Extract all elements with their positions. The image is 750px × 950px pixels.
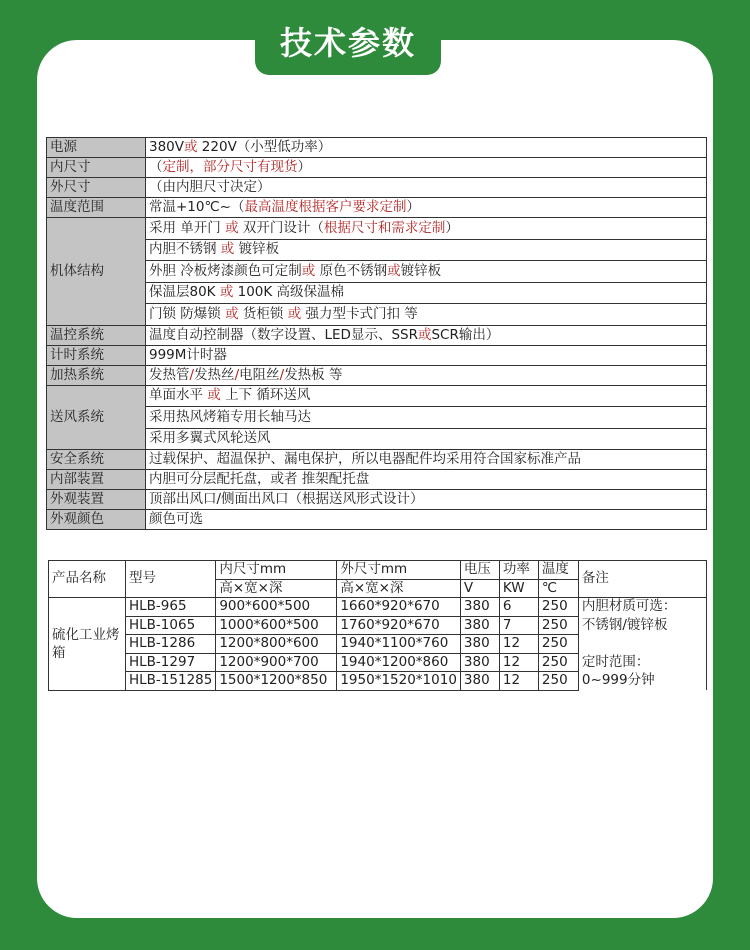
- outer-cell: 1660*920*670: [337, 598, 461, 617]
- spec-row: [47, 158, 707, 178]
- spec-row: [47, 385, 707, 407]
- model-cell: HLB-151285: [126, 672, 216, 691]
- value-text: SCR输出）: [431, 326, 500, 343]
- model-cell: HLB-965: [126, 598, 216, 617]
- value-text: 采用热风烤箱专用长轴马达: [149, 408, 311, 425]
- spec-value: [146, 178, 707, 198]
- spec-label: 内部装置: [47, 470, 146, 490]
- model-table: [48, 560, 707, 691]
- value-text: 原色不锈钢: [315, 262, 388, 279]
- spec-row: [47, 282, 707, 304]
- table-row: [49, 635, 707, 654]
- highlight-text: 根据尺寸和需求定制: [323, 219, 446, 236]
- value-text: 380V: [149, 139, 185, 155]
- spec-value: [146, 490, 707, 510]
- spec-row: [47, 261, 707, 283]
- value-text: 内胆不锈钢: [149, 241, 221, 258]
- spec-row: [47, 470, 707, 490]
- spec-value: [146, 385, 707, 407]
- table-row: [49, 616, 707, 635]
- model-cell: HLB-1065: [126, 616, 216, 635]
- value-text: 采用多翼式风轮送风: [149, 430, 271, 447]
- value-text: 双开门设计（: [238, 219, 324, 236]
- spec-row: [47, 510, 707, 530]
- value-text: 货柜锁: [238, 305, 288, 322]
- highlight-text: /: [189, 366, 195, 383]
- table-header-row: [49, 561, 707, 580]
- spec-label: 内尺寸: [47, 158, 146, 178]
- value-text: 内胆可分层配托盘，或者 推架配托盘: [149, 471, 370, 487]
- spec-label: 外观装置: [47, 490, 146, 510]
- spec-value: [146, 365, 707, 385]
- value-text: 999M计时器: [149, 346, 227, 363]
- spec-value: [146, 282, 707, 304]
- spec-value: [146, 428, 707, 450]
- voltage-cell: 380: [460, 616, 499, 635]
- highlight-text: 或: [225, 305, 239, 322]
- spec-value: [146, 470, 707, 490]
- value-text: ）: [445, 219, 459, 236]
- spec-value: [146, 407, 707, 429]
- value-text: 发热板 等: [284, 366, 343, 383]
- spec-value: [146, 261, 707, 283]
- inner-cell: 1500*1200*850: [216, 672, 337, 691]
- header-model: 型号: [126, 561, 216, 598]
- spec-row: [47, 178, 707, 198]
- highlight-text: 或: [219, 284, 234, 301]
- voltage-cell: 380: [460, 598, 499, 617]
- value-text: 发热丝: [194, 366, 235, 383]
- power-cell: 6: [499, 598, 538, 617]
- inner-cell: 900*600*500: [216, 598, 337, 617]
- inner-cell: 1000*600*500: [216, 616, 337, 635]
- temperature-cell: 250: [538, 653, 578, 672]
- value-text: 100K 高级保温棉: [233, 284, 345, 301]
- highlight-text: 或: [387, 262, 401, 279]
- header-product-name: 产品名称: [49, 561, 126, 598]
- highlight-text: 或: [220, 241, 235, 258]
- remark-cell: 定时范围：: [578, 653, 706, 672]
- value-text: 外胆 冷板烤漆颜色可定制: [149, 262, 302, 279]
- spec-value: [146, 138, 707, 158]
- spec-row: [47, 345, 707, 365]
- table-row: [49, 653, 707, 672]
- outer-cell: 1950*1520*1010: [337, 672, 461, 691]
- value-text: 过载保护、超温保护、漏电保护，所以电器配件均采用符合国家标准产品: [149, 451, 581, 467]
- highlight-text: 定制，部分尺寸有现货: [162, 159, 298, 175]
- highlight-text: 或: [184, 139, 198, 155]
- spec-value: [146, 304, 707, 326]
- spec-row: [47, 239, 707, 261]
- temperature-cell: 250: [538, 598, 578, 617]
- header-power: 功率: [499, 561, 538, 580]
- value-text: 常温+10℃~（: [149, 199, 245, 215]
- highlight-text: /: [279, 366, 285, 383]
- header-temperature: 温度: [538, 561, 578, 580]
- header-voltage: 电压: [460, 561, 499, 580]
- spec-label: 计时系统: [47, 345, 146, 365]
- value-text: 顶部出风口/侧面出风口（根据送风形式设计）: [149, 491, 424, 507]
- spec-row: [47, 218, 707, 240]
- spec-value: [146, 239, 707, 261]
- outer-cell: 1760*920*670: [337, 616, 461, 635]
- value-text: ）: [297, 159, 311, 175]
- voltage-cell: 380: [460, 653, 499, 672]
- highlight-text: 或: [225, 219, 239, 236]
- value-text: （由内胆尺寸决定）: [149, 179, 271, 195]
- spec-label: 安全系统: [47, 450, 146, 470]
- header-inner-size: 内尺寸mm: [216, 561, 337, 580]
- power-cell: 12: [499, 653, 538, 672]
- spec-row: [47, 304, 707, 326]
- spec-row: [47, 138, 707, 158]
- table-row: [49, 598, 707, 617]
- header-voltage-unit: V: [460, 579, 499, 598]
- inner-cell: 1200*800*600: [216, 635, 337, 654]
- temperature-cell: 250: [538, 672, 578, 691]
- highlight-text: 或: [417, 326, 432, 343]
- header-remarks: 备注: [578, 561, 706, 598]
- value-text: 门锁 防爆锁: [149, 305, 226, 322]
- header-inner-sub: 高×宽×深: [216, 579, 337, 598]
- power-cell: 12: [499, 672, 538, 691]
- outer-cell: 1940*1200*860: [337, 653, 461, 672]
- highlight-text: /: [234, 366, 240, 383]
- spec-label: 送风系统: [47, 385, 146, 450]
- spec-row: [47, 198, 707, 218]
- spec-table: [46, 137, 707, 530]
- inner-cell: 1200*900*700: [216, 653, 337, 672]
- highlight-text: 或: [287, 305, 302, 322]
- value-text: 颜色可选: [149, 511, 203, 527]
- spec-value: [146, 510, 707, 530]
- section-title-badge: 技术参数: [255, 12, 441, 75]
- spec-label: 外观颜色: [47, 510, 146, 530]
- spec-row: [47, 365, 707, 385]
- value-text: 强力型卡式门扣 等: [301, 305, 418, 322]
- highlight-text: 最高温度根据客户要求定制: [244, 199, 407, 215]
- spec-label: 外尺寸: [47, 178, 146, 198]
- power-cell: 12: [499, 635, 538, 654]
- spec-value: [146, 325, 707, 345]
- highlight-text: 或: [207, 387, 221, 404]
- value-text: 镀锌板: [400, 262, 442, 279]
- header-outer-size: 外尺寸mm: [337, 561, 461, 580]
- remark-cell: 不锈钢/镀锌板: [578, 616, 706, 635]
- model-cell: HLB-1297: [126, 653, 216, 672]
- remark-cell: 0~999分钟: [578, 672, 706, 691]
- remark-cell: 内胆材质可选：: [578, 598, 706, 617]
- spec-row: [47, 325, 707, 345]
- product-name-cell: 硫化工业烤 箱: [49, 598, 126, 691]
- spec-value: [146, 198, 707, 218]
- remark-cell: [578, 635, 706, 654]
- header-temperature-unit: ℃: [538, 579, 578, 598]
- value-text: 镀锌板: [234, 241, 280, 258]
- value-text: 上下 循环送风: [220, 387, 311, 404]
- spec-value: [146, 450, 707, 470]
- table-row: [49, 672, 707, 691]
- spec-label: 温度范围: [47, 198, 146, 218]
- spec-label: 加热系统: [47, 365, 146, 385]
- value-text: 保温层80K: [149, 284, 220, 301]
- spec-value: [146, 345, 707, 365]
- value-text: 温度自动控制器（数字设置、LED显示、SSR: [149, 326, 418, 343]
- spec-label: 电源: [47, 138, 146, 158]
- value-text: ）: [406, 199, 420, 215]
- spec-value: [146, 158, 707, 178]
- spec-row: [47, 490, 707, 510]
- value-text: 电阻丝: [239, 366, 280, 383]
- header-power-unit: KW: [499, 579, 538, 598]
- spec-row: [47, 428, 707, 450]
- spec-value: [146, 218, 707, 240]
- value-text: 220V（小型低功率）: [197, 139, 332, 155]
- value-text: 单面水平: [149, 387, 208, 404]
- spec-row: [47, 407, 707, 429]
- voltage-cell: 380: [460, 672, 499, 691]
- spec-label: 温控系统: [47, 325, 146, 345]
- highlight-text: 或: [301, 262, 316, 279]
- outer-cell: 1940*1100*760: [337, 635, 461, 654]
- spec-row: [47, 450, 707, 470]
- temperature-cell: 250: [538, 616, 578, 635]
- value-text: （: [149, 159, 163, 175]
- voltage-cell: 380: [460, 635, 499, 654]
- header-outer-sub: 高×宽×深: [337, 579, 461, 598]
- spec-label: 机体结构: [47, 218, 146, 326]
- temperature-cell: 250: [538, 635, 578, 654]
- value-text: 发热管: [149, 366, 190, 383]
- power-cell: 7: [499, 616, 538, 635]
- model-cell: HLB-1286: [126, 635, 216, 654]
- value-text: 采用 单开门: [149, 219, 226, 236]
